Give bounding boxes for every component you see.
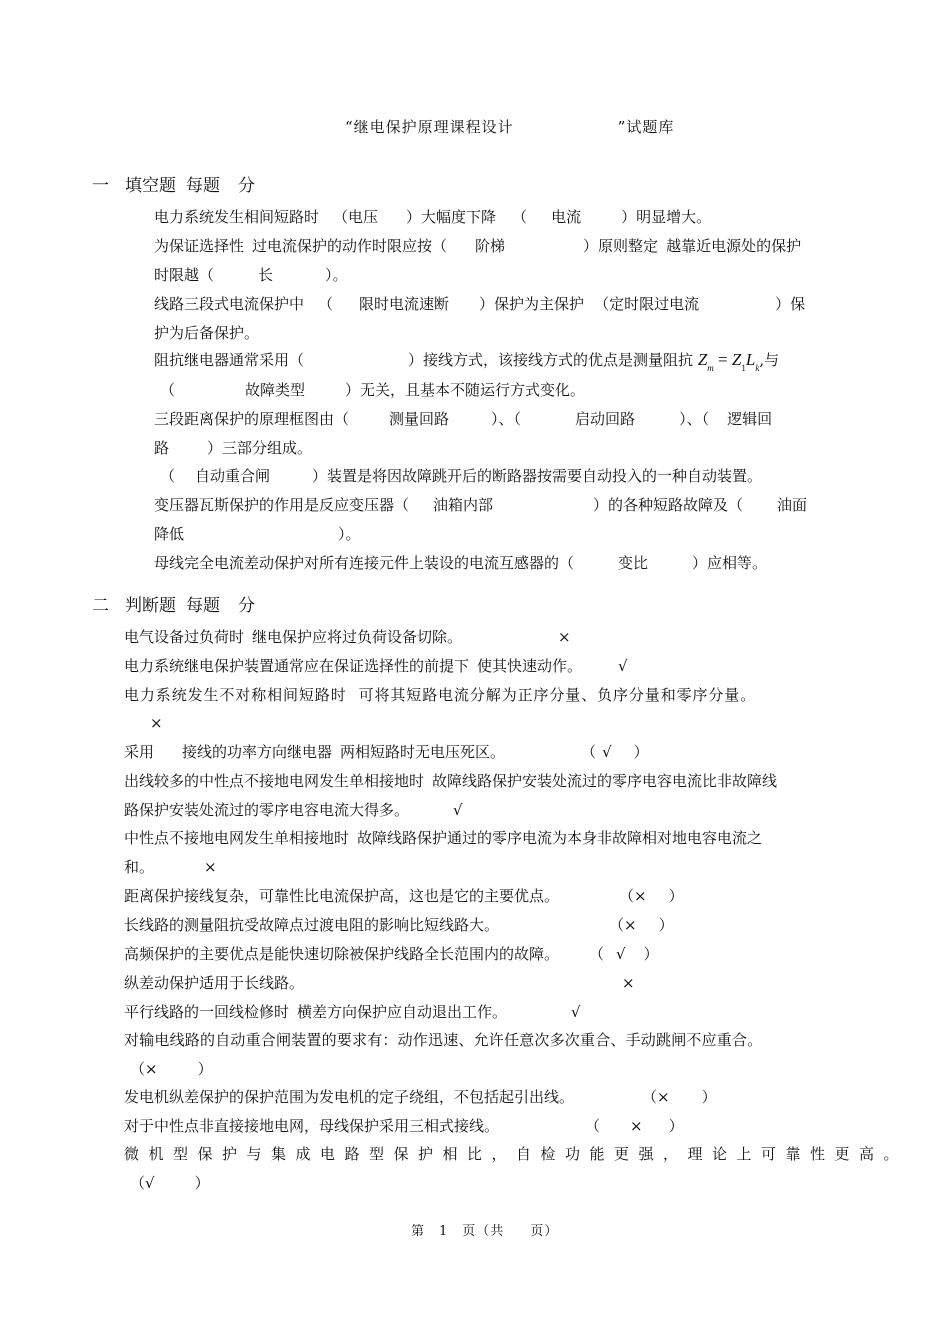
text: ）保护为主保护 [479, 295, 585, 313]
answer-mark: （× [130, 1060, 158, 1078]
text: ）、（ [679, 410, 710, 428]
footer-text: 页（共 [462, 1224, 505, 1239]
text: 采用 [124, 743, 155, 761]
text: （ [318, 295, 334, 313]
symbol-l: L [745, 350, 756, 369]
text: 长线路的测量阻抗受故障点过渡电阻的影响比短线路大。 [124, 916, 500, 934]
text: ）无关，且基本不随运行方式变化。 [345, 381, 586, 399]
answer: 阶梯 [475, 237, 506, 255]
answer: 电流 [551, 208, 582, 226]
answer: 降低 [154, 525, 185, 543]
fill-question-4 [154, 350, 779, 372]
judge-question-2 [124, 656, 628, 676]
answer: 故障类型 [245, 381, 306, 399]
impedance-formula [697, 350, 760, 373]
text: 阻抗继电器通常采用（ [154, 351, 305, 369]
answer-mark: × [150, 714, 163, 732]
judge-question-6-cont [124, 857, 217, 877]
footer-text: 第 [411, 1224, 426, 1239]
answer-mark: √ [618, 657, 628, 675]
judge-question-5 [124, 771, 777, 791]
judge-question-4 [124, 742, 649, 762]
text: ） [668, 887, 684, 905]
text: （ [581, 743, 597, 761]
fill-question-5-cont [154, 438, 312, 458]
fill-question-7 [154, 495, 807, 515]
answer: 长 [258, 266, 274, 284]
text: 对输电线路的自动重合闸装置的要求有：动作迅速、允许任意次多次重合、手动跳闸不应重合。 [124, 1031, 763, 1049]
text: 电力系统发生相间短路时 [154, 208, 320, 226]
answer: （定时限过电流 [594, 295, 700, 313]
text: ）、（ [491, 410, 522, 428]
judge-question-1 [124, 627, 571, 647]
text: ） [643, 945, 659, 963]
section1-number: 一 [92, 176, 109, 196]
answer: 启动回路 [575, 410, 636, 428]
text: 线路三段式电流保护中 [154, 295, 305, 313]
text: ） [701, 1088, 717, 1106]
judge-question-8 [124, 915, 674, 935]
text: ） [197, 1060, 213, 1078]
text: 三段距离保护的原理框图由（ [154, 410, 350, 428]
text: ）大幅度下降 [406, 208, 497, 226]
text: 故障线路保护通过的零序电流为本身非故障相对地电容电流之 [357, 829, 763, 847]
text: ） [658, 916, 674, 934]
judge-question-9 [124, 944, 659, 964]
fill-question-5 [154, 409, 772, 429]
answer: 测量回路 [389, 410, 450, 428]
judge-question-6 [124, 828, 762, 848]
section1-heading [92, 176, 255, 196]
section2-unit: 分 [238, 596, 255, 616]
text: ） [633, 743, 649, 761]
text: 变压器瓦斯保护的作用是反应变压器（ [154, 496, 410, 514]
document-title [345, 117, 674, 137]
answer: 限时电流速断 [359, 295, 450, 313]
symbol-z: Z [697, 350, 708, 369]
answer: （电压 [333, 208, 379, 226]
text: 两相短路时无电压死区。 [340, 743, 506, 761]
title-right: ”试题库 [617, 118, 675, 136]
fill-question-3 [154, 294, 805, 314]
answer: 油箱内部 [433, 496, 494, 514]
answer-mark: （√ [130, 1174, 155, 1192]
judge-question-15-mark [130, 1173, 210, 1193]
text: 发电机纵差保护的保护范围为发电机的定子绕组，不包括起引出线。 [124, 1088, 575, 1106]
page-footer [411, 1222, 558, 1242]
text: ）应相等。 [692, 554, 768, 572]
symbol-z: Z [731, 350, 742, 369]
subscript-1: 1 [741, 363, 746, 373]
text: ）保 [775, 295, 806, 313]
judge-question-10 [124, 973, 635, 993]
text: 对于中性点非直接接地电网，母线保护采用三相式接线。 [124, 1117, 500, 1135]
text: 越靠近电源处的保护 [666, 237, 802, 255]
answer-mark: （× [609, 916, 637, 934]
answer-mark: √ [571, 1003, 581, 1021]
text: ） [194, 1174, 210, 1192]
text: 高频保护的主要优点是能快速切除被保护线路全长范围内的故障。 [124, 945, 560, 963]
section1-title: 填空题 [125, 176, 176, 196]
text: ）。 [325, 266, 348, 284]
text: 纵差动保护适用于长线路。 [124, 974, 305, 992]
answer: 路 [154, 439, 170, 457]
judge-question-7 [124, 886, 684, 906]
text: 故障线路保护安装处流过的零序电容电流比非故障线 [432, 772, 778, 790]
answer: 油面 [777, 496, 808, 514]
subscript-m: m [707, 363, 714, 373]
section1-unit: 分 [238, 176, 255, 196]
judge-question-5-cont [124, 800, 463, 820]
text: 使其快速动作。 [477, 657, 583, 675]
text: ）明显增大。 [621, 208, 712, 226]
text: ,与 [759, 351, 780, 369]
text: 母线完全电流差动保护对所有连接元件上装设的电流互感器的（ [154, 554, 575, 572]
text: 电力系统发生不对称相间短路时 [124, 686, 347, 704]
answer-mark: √ [616, 945, 626, 963]
fill-question-2 [154, 236, 801, 256]
section2-score: 每题 [186, 596, 220, 616]
answer-mark: √ [453, 801, 463, 819]
fill-question-2-cont [154, 265, 348, 285]
judge-question-15 [124, 1144, 908, 1164]
text: 电力系统继电保护装置通常应在保证选择性的前提下 [124, 657, 470, 675]
text: （ [512, 208, 528, 226]
text: 平行线路的一回线检修时 [124, 1003, 290, 1021]
text: 继电保护应将过负荷设备切除。 [252, 628, 463, 646]
text: 接线的功率方向继电器 [182, 743, 333, 761]
text: 出线较多的中性点不接地电网发生单相接地时 [124, 772, 425, 790]
text: 护为后备保护。 [154, 324, 260, 342]
equals: = [718, 350, 728, 369]
judge-question-13 [124, 1087, 717, 1107]
text: 为保证选择性 [154, 237, 245, 255]
text: 可将其短路电流分解为正序分量、负序分量和零序分量。 [358, 686, 757, 704]
text: ）接线方式，该接线方式的优点是测量阻抗 [408, 351, 694, 369]
text: 路保护安装处流过的零序电容电流大得多。 [124, 801, 410, 819]
text: 横差方向保护应自动退出工作。 [297, 1003, 508, 1021]
section2-number: 二 [92, 596, 109, 616]
judge-question-3 [124, 685, 756, 705]
answer-mark: × [630, 1117, 643, 1135]
text: ）三部分组成。 [207, 439, 313, 457]
text: 微机型保护与集成电路型保护相比，自检功能更强，理论上可靠性更高。 [124, 1145, 909, 1163]
page-number: 1 [439, 1224, 449, 1239]
answer: 逻辑回 [727, 410, 773, 428]
text: ）装置是将因故障跳开后的断路器按需要自动投入的一种自动装置。 [312, 467, 763, 485]
text: ）。 [338, 525, 361, 543]
text: （ [585, 1117, 601, 1135]
text: ） [668, 1117, 684, 1135]
answer-mark: × [622, 974, 635, 992]
title-left: “继电保护原理课程设计 [345, 118, 514, 136]
section2-heading [92, 596, 255, 616]
fill-question-4-cont [160, 380, 585, 400]
answer: 自动重合闸 [195, 467, 271, 485]
section2-title: 判断题 [125, 596, 176, 616]
fill-question-1 [154, 207, 711, 227]
section1-score: 每题 [186, 176, 220, 196]
fill-question-6 [160, 466, 762, 486]
text: （ [160, 467, 176, 485]
answer-mark: × [558, 628, 571, 646]
fill-question-7-cont [154, 524, 361, 544]
text: ）的各种短路故障及（ [593, 496, 744, 514]
answer-mark: （× [619, 887, 647, 905]
text: （ [589, 945, 605, 963]
footer-text: 页） [530, 1224, 559, 1239]
fill-question-8 [154, 553, 767, 573]
text: （ [160, 381, 176, 399]
judge-question-3-mark [150, 713, 163, 733]
text: ）原则整定 [583, 237, 659, 255]
judge-question-12-mark [130, 1059, 213, 1079]
text: 距离保护接线复杂，可靠性比电流保护高，这也是它的主要优点。 [124, 887, 560, 905]
text: 和。 [124, 858, 155, 876]
judge-question-11 [124, 1002, 581, 1022]
judge-question-14 [124, 1116, 684, 1136]
text: 中性点不接地电网发生单相接地时 [124, 829, 350, 847]
text: 时限越（ [154, 266, 215, 284]
answer: 变比 [618, 554, 649, 572]
subscript-k: k [755, 363, 760, 373]
text: 电气设备过负荷时 [124, 628, 245, 646]
text: 过电流保护的动作时限应按（ [252, 237, 448, 255]
answer-mark: （× [642, 1088, 670, 1106]
fill-question-3-cont [154, 323, 259, 343]
judge-question-12 [124, 1030, 762, 1050]
answer-mark: √ [602, 743, 612, 761]
answer-mark: × [204, 858, 217, 876]
